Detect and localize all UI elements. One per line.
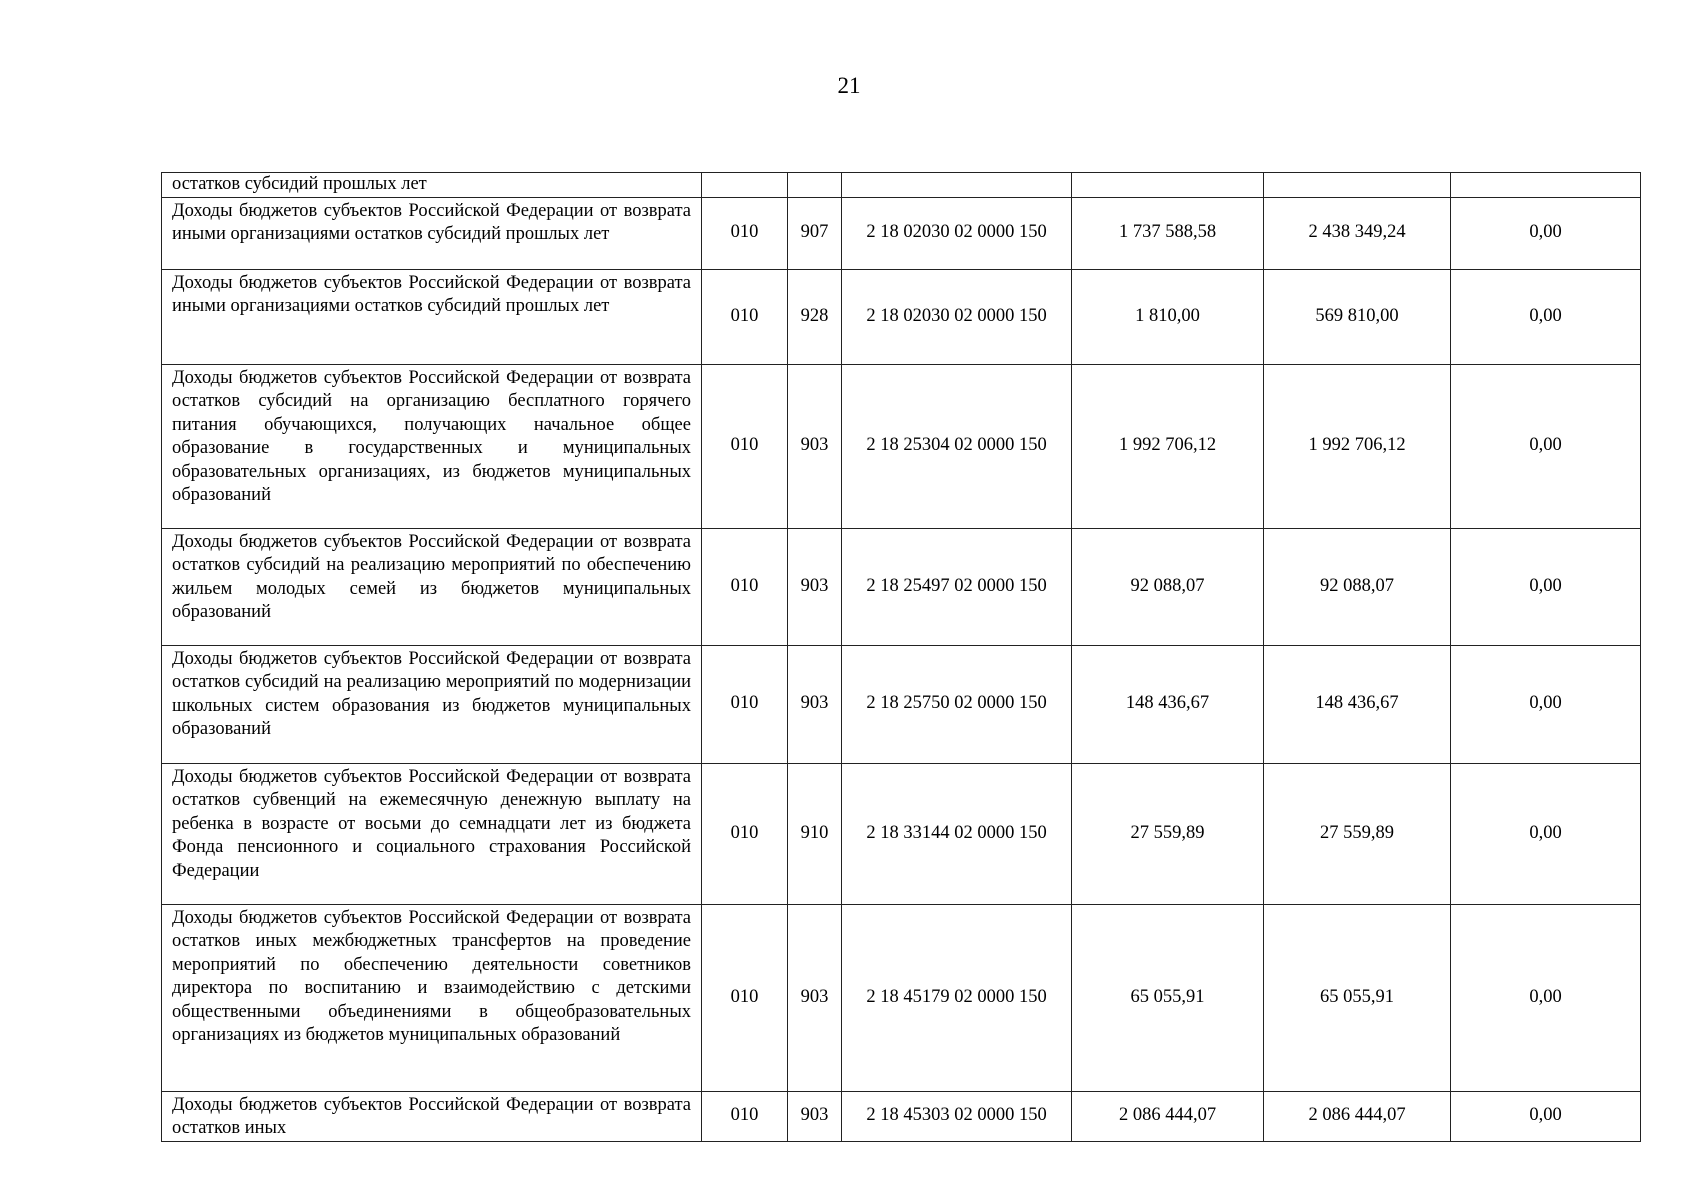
table-row [162, 645, 1641, 763]
table-row [162, 364, 1641, 528]
grbs-code-cell [788, 173, 842, 198]
admin-code-cell: 010 [702, 904, 788, 1091]
admin-code-cell: 010 [702, 1091, 788, 1141]
revenue-name-cell: Доходы бюджетов субъектов Российской Федерации от возврата иными организациями остатков субсидий прошлых лет [162, 197, 702, 269]
amount-cell-1: 1 810,00 [1072, 269, 1264, 364]
grbs-code-cell: 903 [788, 364, 842, 528]
amount-cell-1: 65 055,91 [1072, 904, 1264, 1091]
amount-cell-3: 0,00 [1451, 904, 1641, 1091]
amount-cell-1: 1 737 588,58 [1072, 197, 1264, 269]
revenue-name-cell: Доходы бюджетов субъектов Российской Федерации от возврата остатков иных межбюджетных трансфертов на проведение мероприятий по обеспечению деятельности советников директора по воспитанию и взаимодействию с детскими общественными объединениями в общеобразовательных организациях из бюджетов муниципальных образований [162, 904, 702, 1091]
table-row [162, 197, 1641, 269]
revenue-name-cell: Доходы бюджетов субъектов Российской Федерации от возврата остатков субсидий на организацию бесплатного горячего питания обучающихся, получающих начальное общее образование в государственных и муниципальных образовательных организациях, из бюджетов муниципальных образований [162, 364, 702, 528]
revenue-name-cell: Доходы бюджетов субъектов Российской Федерации от возврата остатков субсидий на реализацию мероприятий по обеспечению жильем молодых семей из бюджетов муниципальных образований [162, 528, 702, 645]
revenue-name-cell: Доходы бюджетов субъектов Российской Федерации от возврата остатков иных [162, 1091, 702, 1141]
budget-classification-code-cell: 2 18 45179 02 0000 150 [842, 904, 1072, 1091]
admin-code-cell: 010 [702, 364, 788, 528]
amount-cell-2: 2 086 444,07 [1264, 1091, 1451, 1141]
table-row [162, 1091, 1641, 1141]
table-row [162, 904, 1641, 1091]
grbs-code-cell: 903 [788, 645, 842, 763]
revenue-name-cell: Доходы бюджетов субъектов Российской Федерации от возврата остатков субсидий на реализацию мероприятий по модернизации школьных систем образования из бюджетов муниципальных образований [162, 645, 702, 763]
budget-classification-code-cell: 2 18 02030 02 0000 150 [842, 269, 1072, 364]
amount-cell-3 [1451, 173, 1641, 198]
admin-code-cell: 010 [702, 197, 788, 269]
amount-cell-3: 0,00 [1451, 528, 1641, 645]
amount-cell-3: 0,00 [1451, 645, 1641, 763]
amount-cell-1: 148 436,67 [1072, 645, 1264, 763]
admin-code-cell: 010 [702, 269, 788, 364]
amount-cell-2: 148 436,67 [1264, 645, 1451, 763]
page-number: 21 [837, 73, 861, 98]
amount-cell-2: 1 992 706,12 [1264, 364, 1451, 528]
budget-classification-code-cell: 2 18 02030 02 0000 150 [842, 197, 1072, 269]
amount-cell-3: 0,00 [1451, 763, 1641, 904]
table-row [162, 528, 1641, 645]
amount-cell-1: 92 088,07 [1072, 528, 1264, 645]
amount-cell-1: 1 992 706,12 [1072, 364, 1264, 528]
revenue-name-cell: остатков субсидий прошлых лет [162, 173, 702, 198]
admin-code-cell: 010 [702, 645, 788, 763]
revenue-name-cell: Доходы бюджетов субъектов Российской Федерации от возврата иными организациями остатков субсидий прошлых лет [162, 269, 702, 364]
amount-cell-3: 0,00 [1451, 197, 1641, 269]
amount-cell-1: 27 559,89 [1072, 763, 1264, 904]
grbs-code-cell: 903 [788, 1091, 842, 1141]
revenue-table [161, 172, 1641, 1142]
amount-cell-3: 0,00 [1451, 364, 1641, 528]
grbs-code-cell: 928 [788, 269, 842, 364]
budget-classification-code-cell: 2 18 25497 02 0000 150 [842, 528, 1072, 645]
amount-cell-1 [1072, 173, 1264, 198]
budget-classification-code-cell: 2 18 33144 02 0000 150 [842, 763, 1072, 904]
grbs-code-cell: 903 [788, 528, 842, 645]
revenue-name-cell: Доходы бюджетов субъектов Российской Федерации от возврата остатков субвенций на ежемесячную денежную выплату на ребенка в возрасте от восьми до семнадцати лет из бюджета Фонда пенсионного и социального страхования Российской Федерации [162, 763, 702, 904]
amount-cell-3: 0,00 [1451, 269, 1641, 364]
admin-code-cell: 010 [702, 528, 788, 645]
budget-classification-code-cell [842, 173, 1072, 198]
amount-cell-2: 65 055,91 [1264, 904, 1451, 1091]
amount-cell-2: 569 810,00 [1264, 269, 1451, 364]
budget-classification-code-cell: 2 18 25304 02 0000 150 [842, 364, 1072, 528]
revenue-table-body [162, 173, 1641, 1142]
amount-cell-2: 27 559,89 [1264, 763, 1451, 904]
amount-cell-2 [1264, 173, 1451, 198]
grbs-code-cell: 903 [788, 904, 842, 1091]
grbs-code-cell: 910 [788, 763, 842, 904]
table-row [162, 763, 1641, 904]
grbs-code-cell: 907 [788, 197, 842, 269]
amount-cell-2: 2 438 349,24 [1264, 197, 1451, 269]
amount-cell-2: 92 088,07 [1264, 528, 1451, 645]
admin-code-cell [702, 173, 788, 198]
budget-classification-code-cell: 2 18 45303 02 0000 150 [842, 1091, 1072, 1141]
table-row [162, 269, 1641, 364]
admin-code-cell: 010 [702, 763, 788, 904]
amount-cell-3: 0,00 [1451, 1091, 1641, 1141]
budget-classification-code-cell: 2 18 25750 02 0000 150 [842, 645, 1072, 763]
amount-cell-1: 2 086 444,07 [1072, 1091, 1264, 1141]
table-row [162, 173, 1641, 198]
